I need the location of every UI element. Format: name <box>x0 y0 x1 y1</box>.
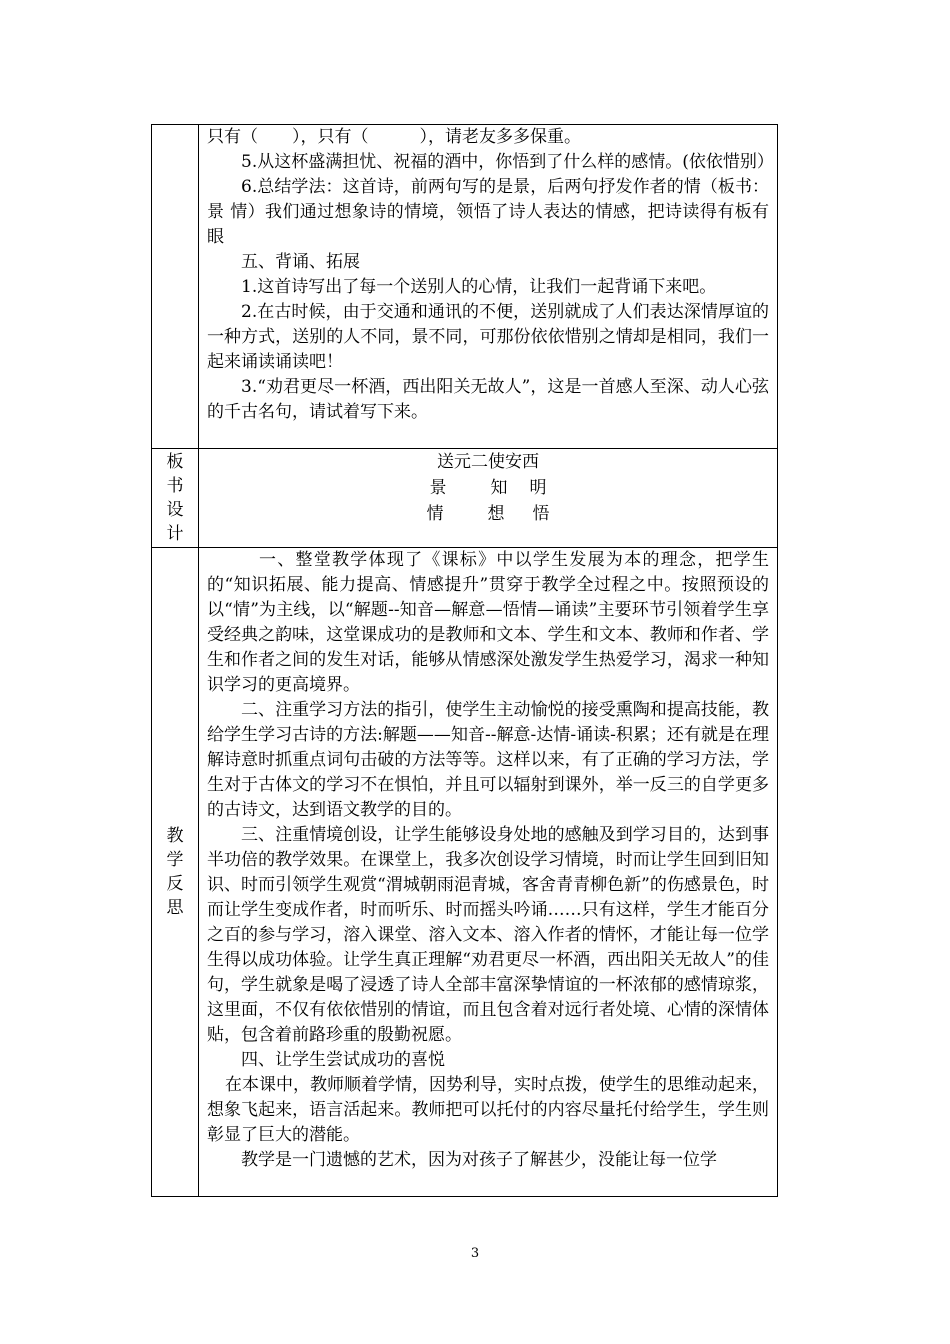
reflection-paragraph: 教学是一门遗憾的艺术，因为对孩子了解甚少，没能让每一位学 <box>241 1150 717 1170</box>
page-number: 3 <box>470 1246 480 1261</box>
board-line-emotion <box>207 501 769 527</box>
procedure-content <box>199 125 778 449</box>
reflection-paragraph: 三、注重情境创设，让学生能够设身处地的感触及到学习目的，达到事半功倍的教学效果。在课堂上，我多次创设学习情境，时而让学生回到旧知识、时而引领学生观赏“渭城朝雨浥青城，客舍青青柳色新”的伤感景色，时而让学生变成作者，时而听乐、时而摇头吟诵……只有这样，学生才能百分之百的参与学习，溶入课堂、溶入文本、溶入作者的情怀，才能让每一位学生得以成功体验。让学生真正理解“劝君更尽一杯酒，西出阳关无故人”的佳句，学生就象是喝了浸透了诗人全部丰富深挚情谊的一杯浓郁的感情琼浆，这里面，不仅有依依惜别的情谊，而且包含着对远行者处境、心情的深情体贴，包含着前路珍重的殷勤祝愿。 <box>207 825 769 1045</box>
procedure-line: 5.从这杯盛满担忧、祝福的酒中，你悟到了什么样的感情。(依依惜别） <box>241 152 774 172</box>
label-char: 书 <box>166 476 184 496</box>
procedure-line: 只有（ ），只有（ ），请老友多多保重。 <box>207 127 581 147</box>
label-char: 反 <box>166 874 184 894</box>
reflection-paragraph: 二、注重学习方法的指引，使学生主动愉悦的接受熏陶和提高技能，教给学生学习古诗的方法:解题——知音--解意-达情-诵读-积累；还有就是在理解诗意时抓重点词句击破的方法等等。这样以来，有了正确的学习方法，学生对于古体文的学习不在惧怕，并且可以辐射到课外，举一反三的自学更多的古诗文，达到语文教学的目的。 <box>207 700 769 820</box>
board-word: 明 <box>529 478 547 498</box>
board-word: 景 <box>429 478 447 498</box>
board-word: 知 <box>490 478 508 498</box>
procedure-line: 2.在古时候，由于交通和通讯的不便，送别就成了人们表达深情厚谊的一种方式，送别的人不同，景不同，可那份依依惜别之情却是相同，我们一起来诵读诵读吧！ <box>207 302 769 372</box>
board-word: 想 <box>487 504 505 524</box>
board-word: 情 <box>426 504 444 524</box>
procedure-line: 1.这首诗写出了每一个送别人的心情，让我们一起背诵下来吧。 <box>241 277 717 297</box>
table-row-reflection <box>152 548 778 1197</box>
table-row-procedure <box>152 125 778 449</box>
board-design-content <box>199 449 778 548</box>
table-row-board-design <box>152 449 778 548</box>
row-label-empty <box>152 125 199 449</box>
section-heading: 五、背诵、拓展 <box>241 252 360 272</box>
procedure-line: 6.总结学法：这首诗，前两句写的是景，后两句抒发作者的情（板书：景 情）我们通过想象诗的情境，领悟了诗人表达的情感，把诗读得有板有眼 <box>207 177 769 247</box>
board-word: 悟 <box>532 504 550 524</box>
procedure-line: 3.“劝君更尽一杯酒，西出阳关无故人”，这是一首感人至深、动人心弦的千古名句，请试着写下来。 <box>207 377 769 422</box>
section-heading: 四、让学生尝试成功的喜悦 <box>241 1050 445 1070</box>
reflection-label <box>152 548 199 1197</box>
label-char: 计 <box>166 524 184 544</box>
lesson-plan-table <box>151 124 778 1197</box>
board-design-label <box>152 449 199 548</box>
label-char: 思 <box>166 898 184 918</box>
label-char: 学 <box>166 850 184 870</box>
board-title: 送元二使安西 <box>437 452 539 472</box>
reflection-paragraph: 在本课中，教师顺着学情，因势利导，实时点拨，使学生的思维动起来，想象飞起来，语言活起来。教师把可以托付的内容尽量托付给学生，学生则彰显了巨大的潜能。 <box>207 1075 769 1145</box>
board-line-scene <box>207 475 769 501</box>
reflection-content <box>199 548 778 1197</box>
reflection-paragraph: 一、整堂教学体现了《课标》中以学生发展为本的理念，把学生的“知识拓展、能力提高、情感提升”贯穿于教学全过程之中。按照预设的以“情”为主线，以“解题--知音—解意—悟情—诵读”主要环节引领着学生享受经典之韵味，这堂课成功的是教师和文本、学生和文本、教师和作者、学生和作者之间的发生对话，能够从情感深处激发学生热爱学习，渴求一种知识学习的更高境界。 <box>207 550 769 695</box>
label-char: 教 <box>166 826 184 846</box>
label-char: 板 <box>166 452 184 472</box>
label-char: 设 <box>166 500 184 520</box>
